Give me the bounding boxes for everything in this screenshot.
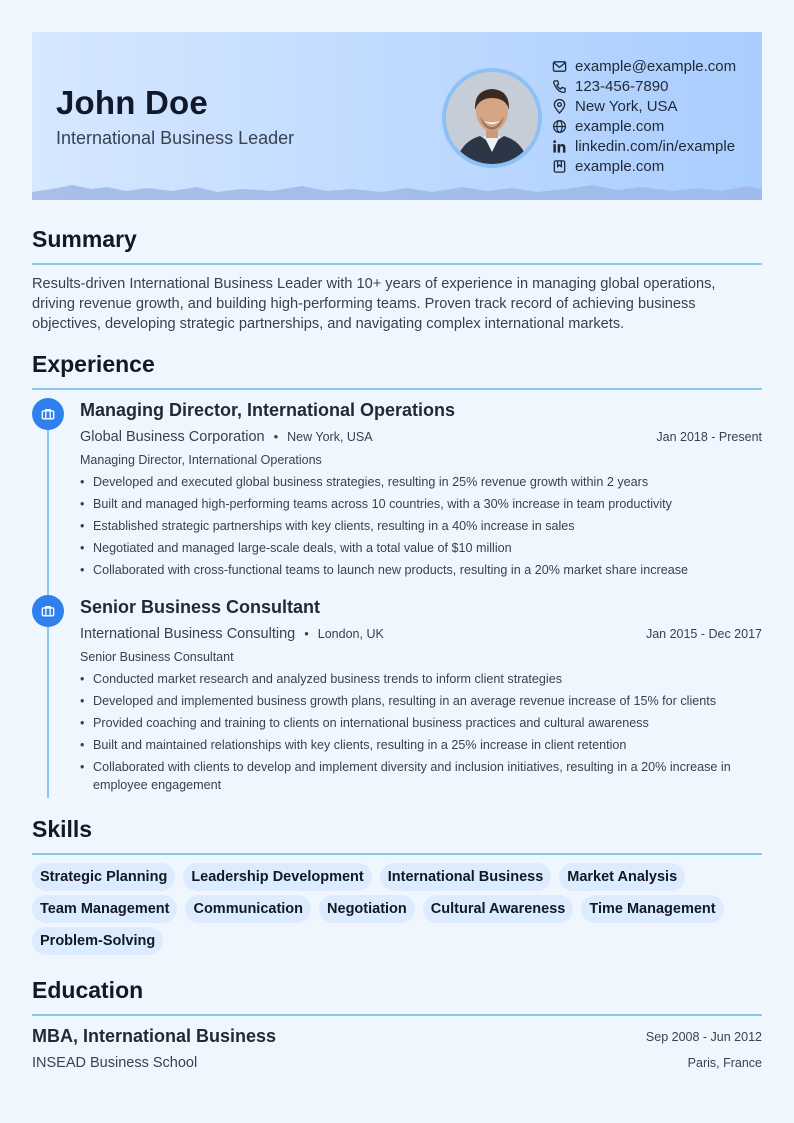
job-bullet: • Built and managed high-performing teams across 10 countries, with a 30% increase in team productivity: [80, 495, 750, 513]
education-divider: [32, 1014, 762, 1016]
experience-heading: Experience: [32, 351, 155, 377]
briefcase-icon: [32, 398, 64, 430]
job-bullet: • Built and maintained relationships with key clients, resulting in a 25% increase in client retention: [80, 736, 750, 754]
summary-text: Results-driven International Business Leader with 10+ years of experience in managing global operations, driving revenue growth, and building high-performing teams. Proven track record of achieving business objectives, developing strategic partnerships, and navigating complex international markets.: [32, 276, 716, 332]
contact-linkedin[interactable]: [552, 136, 736, 156]
contact-phone-text: 123-456-7890: [575, 77, 669, 95]
job-bullet: • Developed and executed global business strategies, resulting in 25% revenue growth within 2 years: [80, 473, 750, 491]
job-company-line: [80, 626, 384, 642]
skill-chip: Team Management: [32, 895, 177, 923]
contact-email-text: example@example.com: [575, 57, 737, 75]
experience-divider: [32, 388, 762, 390]
phone-icon: [552, 79, 567, 94]
bookmark-icon: [552, 159, 567, 174]
job-company: Global Business Corporation: [80, 429, 265, 445]
education-location: Paris, France: [687, 1056, 762, 1070]
skill-chip: Market Analysis: [559, 863, 685, 891]
job-bullet: • Collaborated with clients to develop and implement diversity and inclusion initiatives, resulting in a 20% increase in employee engagement: [80, 758, 750, 794]
job-subrole: Managing Director, International Operations: [80, 453, 322, 467]
job-company-line: [80, 429, 373, 445]
contact-location-text: New York, USA: [575, 97, 678, 115]
job-location: London, UK: [317, 627, 384, 641]
header-wave-decoration: [32, 180, 762, 200]
job-dates: Jan 2018 - Present: [656, 430, 762, 444]
education-school: INSEAD Business School: [32, 1055, 198, 1071]
skill-chip: Cultural Awareness: [423, 895, 574, 923]
candidate-name: John Doe: [56, 84, 208, 121]
skills-list: [32, 863, 772, 959]
skill-chip: Problem-Solving: [32, 927, 163, 955]
location-pin-icon: [552, 99, 567, 114]
education-dates: Sep 2008 - Jun 2012: [645, 1030, 762, 1044]
job-bullet: • Negotiated and managed large-scale deals, with a total value of $10 million: [80, 539, 750, 557]
job-bullet: • Developed and implemented business growth plans, resulting in an average revenue increase of 15% for clients: [80, 692, 750, 710]
job-bullet: • Collaborated with cross-functional teams to launch new products, resulting in a 20% market share increase: [80, 561, 750, 579]
job-bullet: • Conducted market research and analyzed business trends to inform client strategies: [80, 670, 750, 688]
candidate-role: International Business Leader: [56, 128, 295, 148]
job-company: International Business Consulting: [80, 626, 296, 642]
separator-dot: •: [304, 626, 309, 641]
profile-photo: [442, 68, 542, 168]
job-bullets: [80, 473, 750, 583]
job-title: Senior Business Consultant: [80, 597, 321, 617]
profile-photo-image: [446, 72, 538, 164]
contact-list: [552, 56, 736, 176]
contact-portfolio[interactable]: [552, 156, 736, 176]
skill-chip: Strategic Planning: [32, 863, 175, 891]
mail-icon: [552, 59, 567, 74]
contact-portfolio-text: example.com: [575, 157, 665, 175]
contact-email[interactable]: [552, 56, 736, 76]
job-location: New York, USA: [287, 430, 373, 444]
job-dates: Jan 2015 - Dec 2017: [645, 627, 762, 641]
linkedin-icon: [552, 139, 567, 154]
contact-website-text: example.com: [575, 117, 665, 135]
education-degree: MBA, International Business: [32, 1026, 277, 1046]
summary-divider: [32, 263, 762, 265]
skills-heading: Skills: [32, 816, 93, 842]
skill-chip: Time Management: [581, 895, 723, 923]
skills-divider: [32, 853, 762, 855]
job-bullets: [80, 670, 750, 798]
skill-chip: Leadership Development: [183, 863, 371, 891]
job-bullet: • Provided coaching and training to clients on international business practices and cultural awareness: [80, 714, 750, 732]
contact-website[interactable]: [552, 116, 736, 136]
skill-chip: Communication: [185, 895, 311, 923]
skill-chip: Negotiation: [319, 895, 415, 923]
separator-dot: •: [273, 429, 279, 444]
globe-icon: [552, 119, 567, 134]
job-title: Managing Director, International Operations: [80, 400, 456, 420]
summary-heading: Summary: [32, 226, 137, 252]
resume-header: [32, 32, 762, 200]
contact-location: [552, 96, 736, 116]
briefcase-icon: [32, 595, 64, 627]
skill-chip: International Business: [380, 863, 552, 891]
job-bullet: • Established strategic partnerships with key clients, resulting in a 40% increase in sales: [80, 517, 750, 535]
job-subrole: Senior Business Consultant: [80, 650, 234, 664]
contact-phone[interactable]: [552, 76, 736, 96]
education-heading: Education: [32, 977, 144, 1003]
contact-linkedin-text: linkedin.com/in/example: [575, 137, 736, 155]
